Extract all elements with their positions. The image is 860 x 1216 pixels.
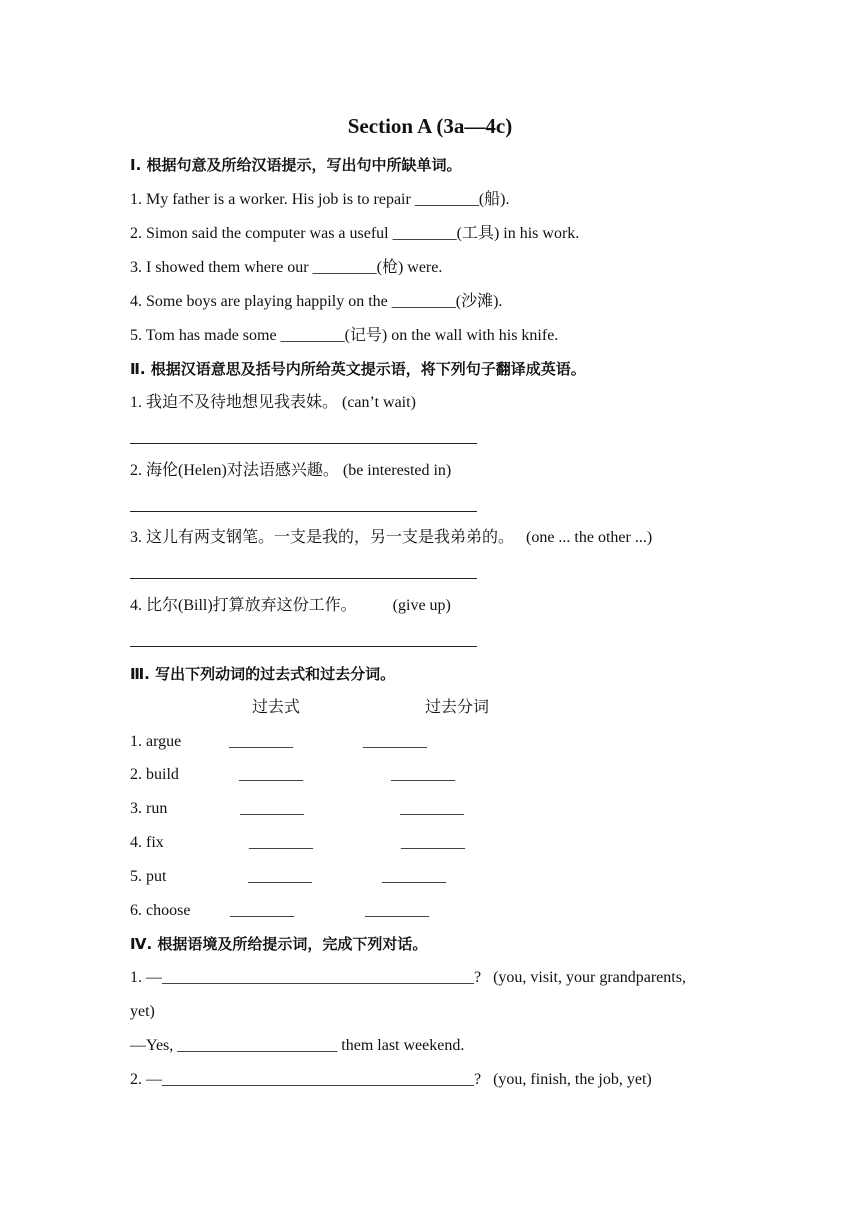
blank-past-tense: ________: [230, 902, 294, 919]
blank-past-tense: ________: [240, 800, 304, 817]
blank-past-participle: ________: [365, 902, 429, 919]
verb-label: 5. put: [130, 868, 167, 885]
blank-past-tense: ________: [229, 733, 293, 750]
section-1-item-3: 3. I showed them where our ________(枪) were.: [130, 259, 443, 276]
section-1-item-5: 5. Tom has made some ________(记号) on the wall with his knife.: [130, 327, 559, 344]
blank-past-participle: ________: [363, 733, 427, 750]
section-1-heading: Ⅰ. 根据句意及所给汉语提示，写出句中所缺单词。: [130, 156, 462, 174]
blank-past-tense: ________: [239, 766, 303, 783]
section-4-answer-1: —Yes, ____________________ them last weekend.: [130, 1037, 465, 1054]
verb-label: 1. argue: [130, 733, 182, 750]
section-4-heading: Ⅳ. 根据语境及所给提示词，完成下列对话。: [130, 935, 428, 953]
section-4-question-1: 1. —_______________________________________? (you, visit, your grandparents,: [130, 969, 686, 986]
section-2-item-1: 1. 我迫不及待地想见我表妹。 (can’t wait): [130, 394, 416, 411]
answer-line-3: [130, 578, 477, 579]
verb-label: 2. build: [130, 766, 179, 783]
verb-label: 3. run: [130, 800, 168, 817]
section-4-question-1-continued: yet): [130, 1003, 155, 1020]
answer-line-2: [130, 511, 477, 512]
blank-past-participle: ________: [400, 800, 464, 817]
blank-past-participle: ________: [382, 868, 446, 885]
verb-label: 6. choose: [130, 902, 191, 919]
answer-line-1: [130, 443, 477, 444]
section-2-item-4: 4. 比尔(Bill)打算放弃这份工作。 (give up): [130, 597, 451, 614]
blank-past-tense: ________: [249, 834, 313, 851]
blank-past-tense: ________: [248, 868, 312, 885]
blank-past-participle: ________: [401, 834, 465, 851]
section-2-heading: Ⅱ. 根据汉语意思及括号内所给英文提示语，将下列句子翻译成英语。: [130, 360, 586, 378]
section-4-question-2: 2. —_______________________________________? (you, finish, the job, yet): [130, 1071, 652, 1088]
verb-label: 4. fix: [130, 834, 164, 851]
column-header-past-participle: 过去分词: [425, 697, 490, 716]
column-header-past-tense: 过去式: [252, 697, 301, 716]
answer-line-4: [130, 646, 477, 647]
page-title: Section A (3a—4c): [347, 114, 513, 138]
section-1-item-2: 2. Simon said the computer was a useful ________(工具) in his work.: [130, 225, 580, 242]
section-2-item-2: 2. 海伦(Helen)对法语感兴趣。 (be interested in): [130, 462, 452, 479]
blank-past-participle: ________: [391, 766, 455, 783]
section-1-item-4: 4. Some boys are playing happily on the ________(沙滩).: [130, 293, 503, 310]
section-2-item-3: 3. 这儿有两支钢笔。一支是我的，另一支是我弟弟的。 (one ... the other ...): [130, 529, 653, 546]
section-1-item-1: 1. My father is a worker. His job is to repair ________(船).: [130, 191, 510, 208]
section-3-heading: Ⅲ. 写出下列动词的过去式和过去分词。: [130, 665, 396, 683]
